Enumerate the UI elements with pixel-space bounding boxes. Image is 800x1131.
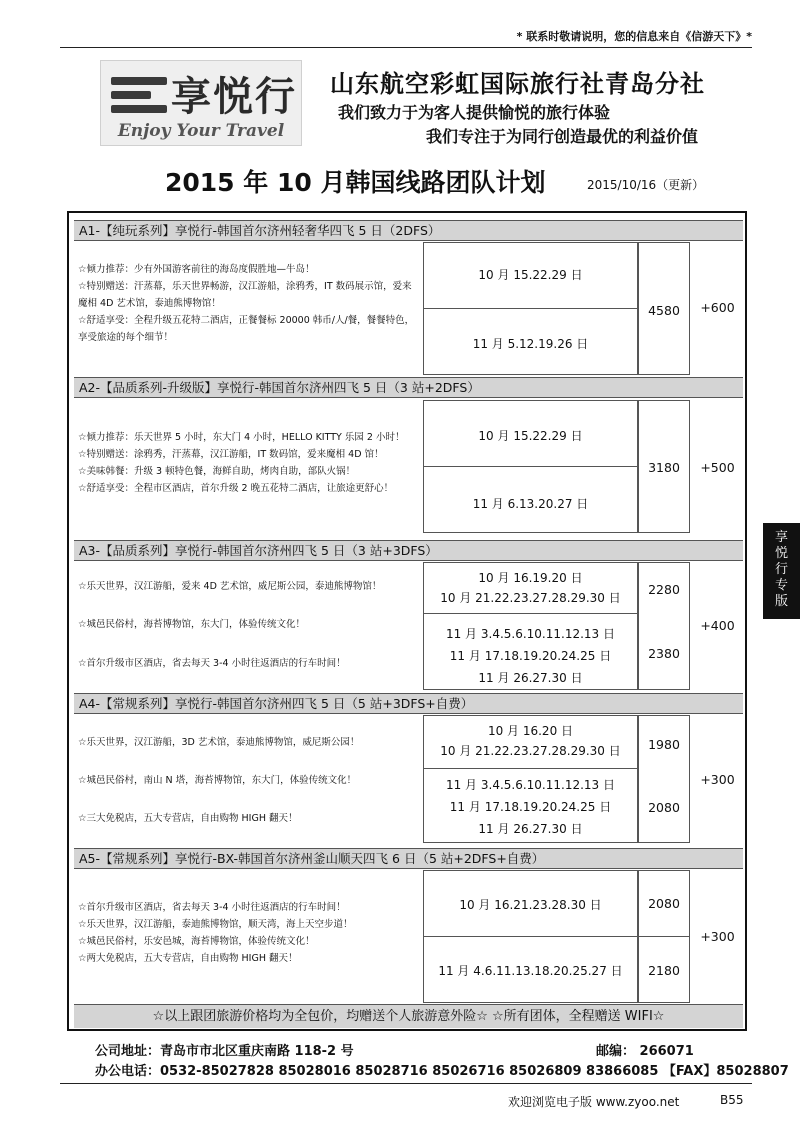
departure-dates xyxy=(423,723,638,760)
feature-line: ☆舒适享受：全程升级五花特二酒店，正餐餐标 20000 韩币/人/餐，餐餐特色，享受旅途的每个细节！ xyxy=(78,315,415,343)
departure-dates: 11 月 6.13.20.27 日 xyxy=(472,497,589,511)
date-line: 10 月 21.22.23.27.28.29.30 日 xyxy=(440,591,621,605)
date-line: 11 月 3.4.5.6.10.11.12.13 日 xyxy=(445,627,616,641)
date-line: 11 月 26.27.30 日 xyxy=(478,671,583,685)
feature-line: ☆特别赠送：涂鸦秀，汗蒸幕，汉江游船，IT 数码馆，爱来魔相 4D 馆！ xyxy=(78,449,384,460)
date-line: 10 月 16.20 日 xyxy=(487,724,574,738)
company-name: 山东航空彩虹国际旅行社青岛分社 xyxy=(330,70,705,98)
feature-line: ☆乐天世界，汉江游船，爱来 4D 艺术馆，威尼斯公园，泰迪熊博物馆！ xyxy=(78,581,382,592)
logo-chinese-text: 享悦行 xyxy=(171,73,297,120)
departure-dates: 10 月 15.22.29 日 xyxy=(478,429,583,443)
feature-line: ☆倾力推荐：少有外国游客前往的海岛度假胜地—牛岛！ xyxy=(78,264,315,275)
logo-mark-icon xyxy=(111,73,167,119)
date-line: 10 月 21.22.23.27.28.29.30 日 xyxy=(440,744,621,758)
feature-line: ☆城邑民俗村，乐安邑城，海苔博物馆，体验传统文化！ xyxy=(78,936,315,947)
feature-line: ☆三大免税店，五大专营店，自由购物 HIGH 翻天！ xyxy=(78,813,298,824)
section-header-a3: A3-【品质系列】享悦行-韩国首尔济州四飞 5 日（3 站+3DFS） xyxy=(74,540,743,561)
update-date: 2015/10/16（更新） xyxy=(587,178,705,192)
departure-dates xyxy=(423,774,638,840)
price: 2380 xyxy=(648,646,680,661)
section-a2-features xyxy=(78,429,418,497)
feature-line: ☆城邑民俗村，海苔博物馆，东大门，体验传统文化！ xyxy=(78,619,306,630)
section-header-a5: A5-【常规系列】享悦行-BX-韩国首尔济州釜山顺天四飞 6 日（5 站+2DFS+自费） xyxy=(74,848,743,869)
logo-english-text: Enjoy Your Travel xyxy=(117,121,285,141)
section-header-a1: A1-【纯玩系列】享悦行-韩国首尔济州轻奢华四飞 5 日（2DFS） xyxy=(74,220,743,241)
row-divider xyxy=(423,936,638,937)
row-divider xyxy=(638,936,690,937)
price: 4580 xyxy=(648,303,680,318)
date-line: 11 月 17.18.19.20.24.25 日 xyxy=(449,649,612,663)
feature-line: ☆首尔升级市区酒店，省去每天 3-4 小时往返酒店的行车时间！ xyxy=(78,658,346,669)
row-divider xyxy=(423,768,638,769)
table-footer-note: ☆以上跟团旅游价格均为全包价，均赠送个人旅游意外险☆ ☆所有团体，全程赠送 WIFI☆ xyxy=(74,1004,743,1028)
page-title: 2015 年 10 月韩国线路团队计划 xyxy=(165,168,546,197)
side-tab xyxy=(763,523,800,619)
date-line: 10 月 16.19.20 日 xyxy=(478,571,583,585)
price: 2180 xyxy=(648,963,680,978)
top-note: * 联系时敬请说明，您的信息来自《信游天下》* xyxy=(516,30,752,43)
page-number: B55 xyxy=(720,1093,744,1107)
feature-line: ☆舒适享受：全程市区酒店，首尔升级 2 晚五花特二酒店，让旅途更舒心！ xyxy=(78,483,394,494)
logo xyxy=(100,60,302,146)
row-divider xyxy=(423,466,638,467)
feature-line: ☆乐天世界，汉江游船，3D 艺术馆，泰迪熊博物馆，威尼斯公园！ xyxy=(78,737,360,748)
row-divider xyxy=(423,613,638,614)
office-phone: 办公电话：0532-85027828 85028016 85028716 85026716 85026809 83866085 【FAX】85028807 xyxy=(95,1064,789,1079)
website-note[interactable]: 欢迎浏览电子版 www.zyoo.net xyxy=(508,1095,680,1109)
price: 1980 xyxy=(648,737,680,752)
date-line: 11 月 3.4.5.6.10.11.12.13 日 xyxy=(445,778,616,792)
feature-line: ☆乐天世界，汉江游船，泰迪熊博物馆，顺天湾，海上天空步道！ xyxy=(78,919,353,930)
departure-dates xyxy=(423,623,638,689)
date-line: 11 月 17.18.19.20.24.25 日 xyxy=(449,800,612,814)
surcharge: +300 xyxy=(700,929,735,944)
departure-dates: 10 月 16.21.23.28.30 日 xyxy=(459,898,602,912)
surcharge: +300 xyxy=(700,772,735,787)
slogan-line-1: 我们致力于为客人提供愉悦的旅行体验 xyxy=(338,103,611,122)
postcode: 邮编： 266071 xyxy=(596,1044,694,1059)
row-divider xyxy=(423,308,638,309)
top-divider xyxy=(60,47,752,48)
price: 2280 xyxy=(648,582,680,597)
feature-line: ☆两大免税店，五大专营店，自由购物 HIGH 翻天！ xyxy=(78,953,298,964)
price: 2080 xyxy=(648,896,680,911)
surcharge: +400 xyxy=(700,618,735,633)
price-cell-box xyxy=(638,715,690,843)
price: 2080 xyxy=(648,800,680,815)
departure-dates: 11 月 4.6.11.13.18.20.25.27 日 xyxy=(438,964,623,978)
departure-dates: 11 月 5.12.19.26 日 xyxy=(472,337,589,351)
section-a5-features xyxy=(78,899,418,967)
slogan-line-2: 我们专注于为同行创造最优的利益价值 xyxy=(426,127,699,146)
surcharge: +500 xyxy=(700,460,735,475)
price: 3180 xyxy=(648,460,680,475)
feature-line: ☆特别赠送：汗蒸幕，乐天世界畅游，汉江游船，涂鸦秀，IT 数码展示馆，爱来魔相 4D 艺术馆，泰迪熊博物馆！ xyxy=(78,281,412,309)
section-a1-features xyxy=(78,261,418,346)
feature-line: ☆倾力推荐：乐天世界 5 小时，东大门 4 小时，HELLO KITTY 乐园 2 小时！ xyxy=(78,432,405,443)
bottom-divider xyxy=(60,1083,752,1084)
departure-dates xyxy=(423,570,638,607)
surcharge: +600 xyxy=(700,300,735,315)
feature-line: ☆首尔升级市区酒店，省去每天 3-4 小时往返酒店的行车时间！ xyxy=(78,902,346,913)
section-header-a4: A4-【常规系列】享悦行-韩国首尔济州四飞 5 日（5 站+3DFS+自费） xyxy=(74,693,743,714)
feature-line: ☆城邑民俗村，南山 N 塔，海苔博物馆，东大门，体验传统文化！ xyxy=(78,775,357,786)
section-header-a2: A2-【品质系列-升级版】享悦行-韩国首尔济州四飞 5 日（3 站+2DFS） xyxy=(74,377,743,398)
date-line: 11 月 26.27.30 日 xyxy=(478,822,583,836)
feature-line: ☆美味韩餐：升级 3 顿特色餐，海鲜自助，烤肉自助，部队火锅！ xyxy=(78,466,356,477)
company-address: 公司地址：青岛市市北区重庆南路 118-2 号 xyxy=(95,1044,354,1059)
departure-dates: 10 月 15.22.29 日 xyxy=(478,268,583,282)
side-tab-label: 享悦行专版 xyxy=(774,530,788,609)
